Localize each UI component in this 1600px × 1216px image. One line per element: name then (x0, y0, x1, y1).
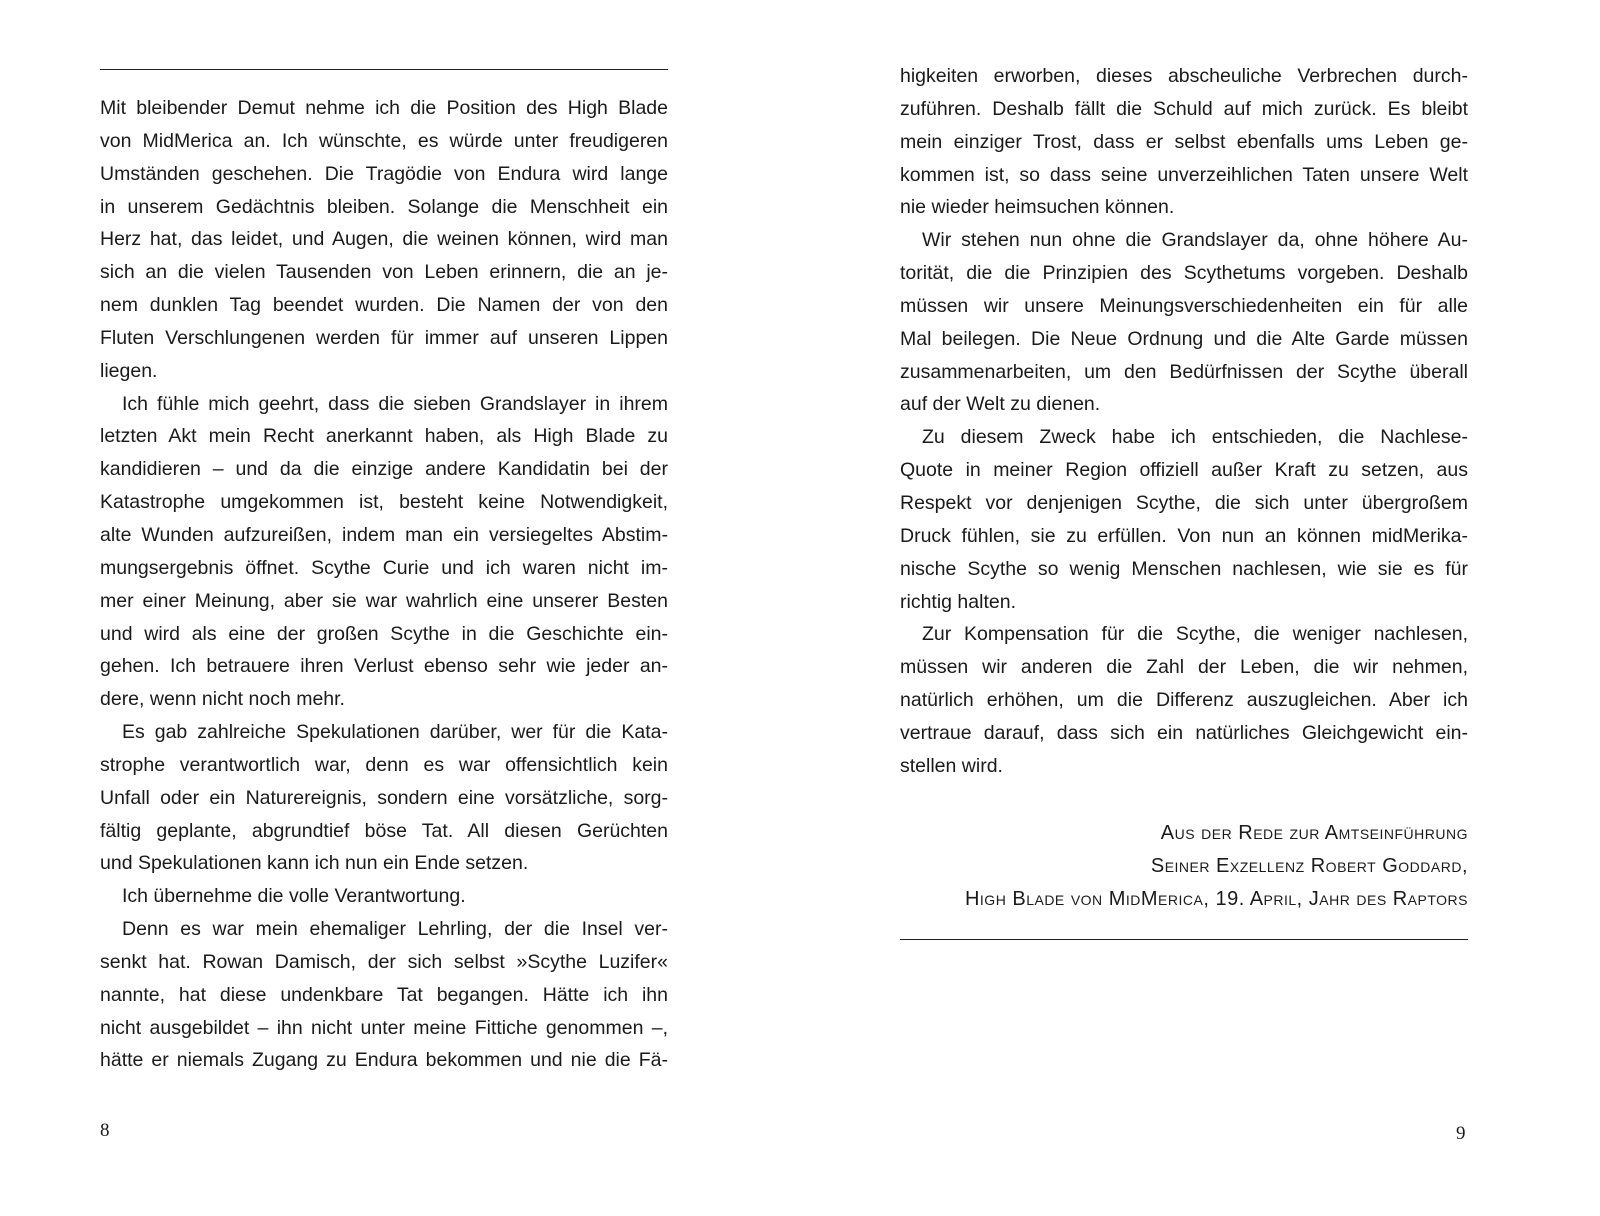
text-line: Ich übernehme die volle Verantwortung. (122, 885, 466, 908)
text-line: auf der Welt zu dienen. (900, 393, 1101, 416)
text-line: Denn es war mein ehemaliger Lehrling, der die Insel ver- (122, 918, 668, 941)
text-line: von MidMerica an. Ich wünschte, es würde unter freudigeren (100, 129, 668, 152)
right-page-number: 9 (1456, 1123, 1466, 1144)
bottom-rule-right (900, 939, 1468, 940)
text-line: zuführen. Deshalb fällt die Schuld auf mich zurück. Es bleibt (900, 97, 1468, 120)
text-line: nie wieder heimsuchen können. (900, 196, 1175, 219)
text-line: vertraue darauf, dass sich ein natürliches Gleichgewicht ein- (900, 721, 1468, 744)
text-line: und Spekulationen kann ich nun ein Ende setzen. (100, 852, 529, 875)
text-line: mer einer Meinung, aber sie war wahrlich eine unserer Besten (100, 589, 668, 612)
text-line: strophe verantwortlich war, denn es war offensichtlich kein (100, 753, 668, 776)
text-line: Herz hat, das leidet, und Augen, die weinen können, wird man (100, 228, 668, 251)
text-line: müssen wir unsere Meinungsverschiedenheiten ein für alle (900, 294, 1468, 317)
text-line: müssen wir anderen die Zahl der Leben, die wir nehmen, (900, 656, 1468, 679)
text-line: Zu diesem Zweck habe ich entschieden, die Nachlese- (922, 426, 1468, 449)
text-line: Unfall oder ein Naturereignis, sondern eine vorsätzliche, sorg- (100, 786, 668, 809)
right-page-text (900, 60, 1468, 783)
text-line: liegen. (100, 359, 158, 382)
text-line: Respekt vor denjenigen Scythe, die sich unter übergroßem (900, 491, 1468, 514)
attribution (900, 817, 1468, 916)
left-page-number: 8 (100, 1120, 110, 1141)
text-line: Druck fühlen, sie zu erfüllen. Von nun an können midMerika- (900, 524, 1468, 547)
text-line: torität, die die Prinzipien des Scythetums vorgeben. Deshalb (900, 262, 1468, 285)
text-line: in unserem Gedächtnis bleiben. Solange die Menschheit ein (100, 195, 668, 218)
text-line: Wir stehen nun ohne die Grandslayer da, ohne höhere Au- (922, 229, 1468, 252)
text-line: higkeiten erworben, dieses abscheuliche Verbrechen durch- (900, 65, 1468, 87)
text-line: gehen. Ich betrauere ihren Verlust ebenso sehr wie jeder an- (100, 655, 668, 678)
text-line: Zur Kompensation für die Scythe, die weniger nachlesen, (922, 623, 1468, 646)
text-line: Mal beilegen. Die Neue Ordnung und die Alte Garde müssen (900, 327, 1468, 350)
text-line: natürlich erhöhen, um die Differenz auszugleichen. Aber ich (900, 689, 1468, 712)
text-line: mungsergebnis öffnet. Scythe Curie und ich waren nicht im- (100, 556, 668, 579)
text-line: stellen wird. (900, 754, 1003, 777)
text-line: Umständen geschehen. Die Tragödie von Endura wird lange (100, 162, 668, 185)
text-line: letzten Akt mein Recht anerkannt haben, als High Blade zu (100, 425, 668, 448)
text-line: mein einziger Trost, dass er selbst ebenfalls ums Leben ge- (900, 130, 1468, 153)
text-line: kandidieren – und da die einzige andere Kandidatin bei der (100, 458, 668, 481)
text-line: kommen ist, so dass seine unverzeihlichen Taten unsere Welt (900, 163, 1468, 186)
text-line: hätte er niemals Zugang zu Endura bekommen und nie die Fä- (100, 1049, 668, 1072)
text-line: Mit bleibender Demut nehme ich die Position des High Blade (100, 97, 668, 119)
text-line: dere, wenn nicht noch mehr. (100, 688, 345, 711)
text-line: Katastrophe umgekommen ist, besteht keine Notwendigkeit, (100, 491, 668, 514)
text-line: nem dunklen Tag beendet wurden. Die Namen der von den (100, 294, 668, 317)
text-line: zusammenarbeiten, um den Bedürfnissen der Scythe überall (900, 360, 1468, 383)
text-line: nische Scythe so wenig Menschen nachlesen, wie sie es für (900, 557, 1468, 580)
text-line: Fluten Verschlungenen werden für immer auf unseren Lippen (100, 326, 668, 349)
text-line: richtig halten. (900, 590, 1016, 613)
left-page-text (100, 92, 668, 1077)
text-line: senkt hat. Rowan Damisch, der sich selbst »Scythe Luzifer« (100, 950, 668, 973)
text-line: Ich fühle mich geehrt, dass die sieben Grandslayer in ihrem (122, 392, 668, 415)
attribution-line: Seiner Exzellenz Robert Goddard, (1150, 854, 1468, 877)
text-line: nicht ausgebildet – ihn nicht unter meine Fittiche genommen –, (100, 1016, 668, 1039)
text-line: Es gab zahlreiche Spekulationen darüber, wer für die Kata- (122, 721, 668, 744)
top-rule-left (100, 69, 668, 70)
attribution-line: Aus der Rede zur Amtseinführung (1160, 822, 1468, 844)
text-line: nannte, hat diese undenkbare Tat begangen. Hätte ich ihn (100, 983, 668, 1006)
text-line: und wird als eine der großen Scythe in die Geschichte ein- (100, 622, 668, 645)
attribution-line: High Blade von MidMerica, 19. April, Jahr des Raptors (964, 887, 1468, 910)
text-line: alte Wunden aufzureißen, indem man ein versiegeltes Abstim- (100, 523, 668, 546)
text-line: Quote in meiner Region offiziell außer Kraft zu setzen, aus (900, 459, 1468, 482)
text-line: fältig geplante, abgrundtief böse Tat. All diesen Gerüchten (100, 819, 668, 842)
text-line: sich an die vielen Tausenden von Leben erinnern, die an je- (100, 261, 668, 284)
